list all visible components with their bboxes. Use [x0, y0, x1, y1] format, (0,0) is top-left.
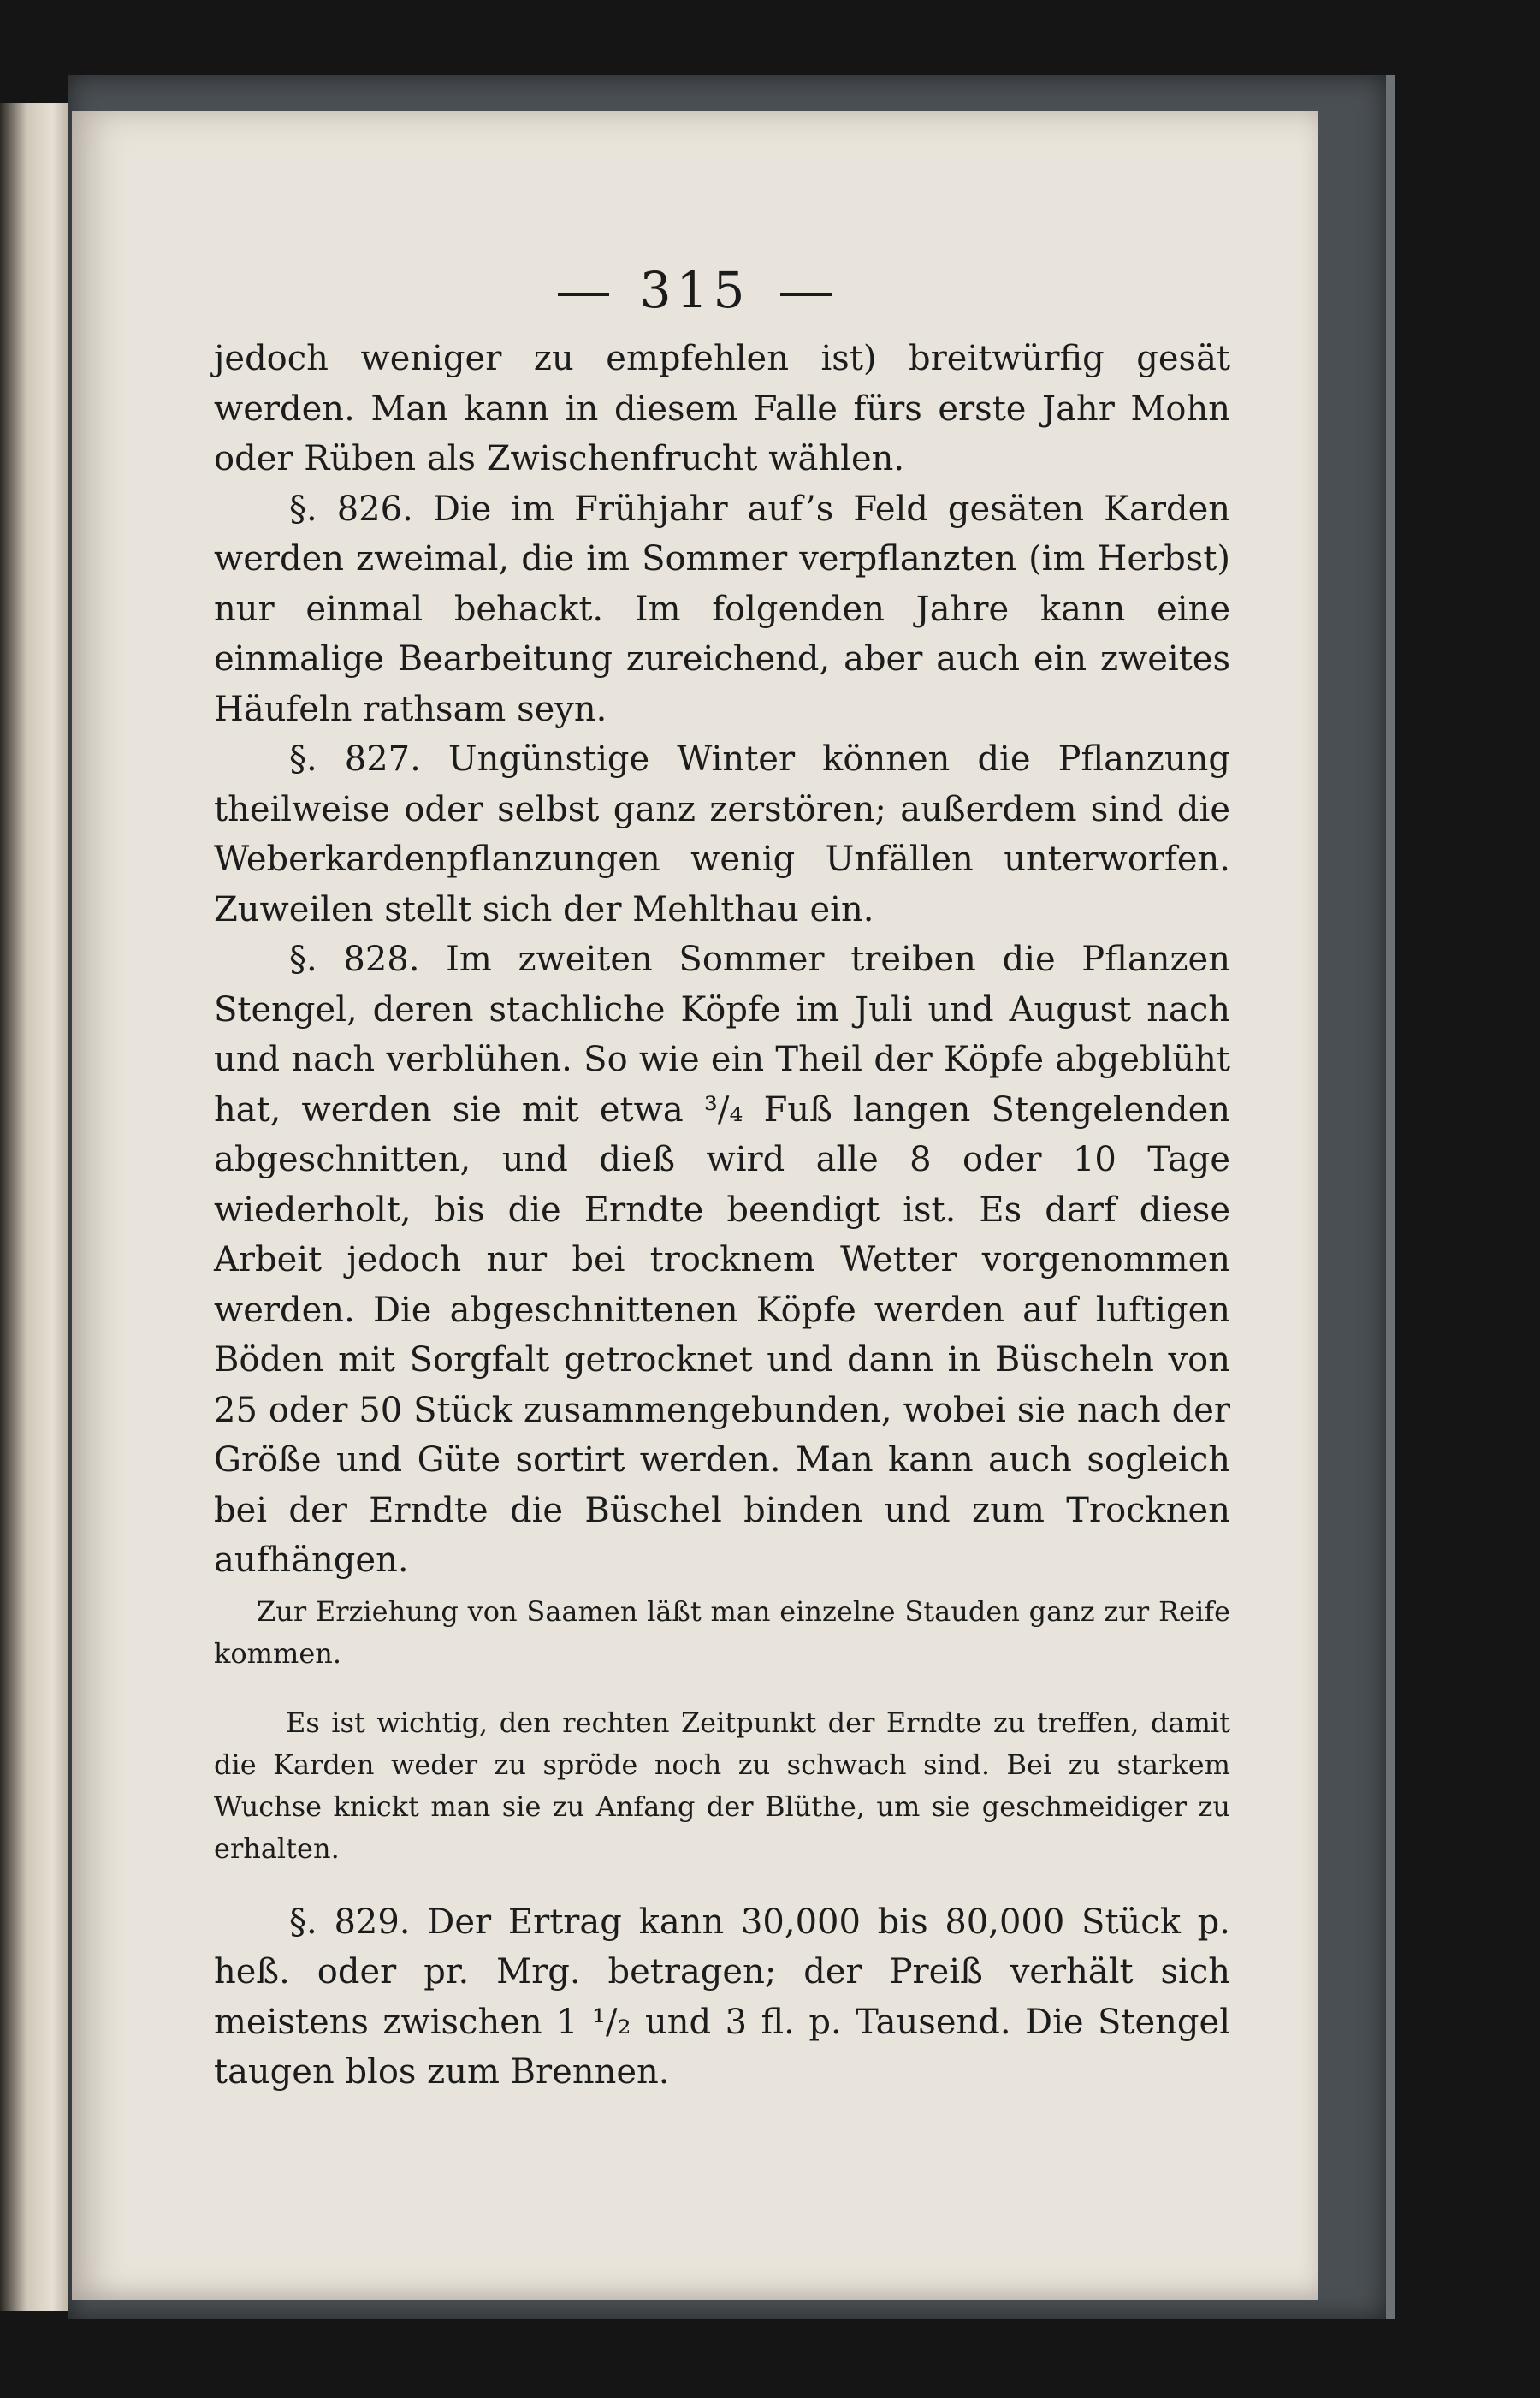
note-seed: Zur Erziehung von Saamen läßt man einzelne Stauden ganz zur Reife kommen.	[214, 1594, 1230, 1670]
paragraph-continuation: jedoch weniger zu empfehlen ist) breitwürfig gesät werden. Man kann in diesem Falle fürs erste Jahr Mohn oder Rüben als Zwischenfrucht wählen.	[214, 339, 1230, 478]
header-dash-right	[780, 293, 832, 296]
adjacent-page-edge	[0, 103, 70, 2311]
paragraph-827: §. 827. Ungünstige Winter können die Pflanzung theilweise oder selbst ganz zerstören; außerdem sind die Weberkardenpflanzungen wenig Unfällen unterworfen. Zuweilen stellt sich der Mehlthau ein.	[214, 739, 1230, 929]
page-header	[72, 261, 1318, 319]
paragraph-826: §. 826. Die im Frühjahr auf’s Feld gesäten Karden werden zweimal, die im Sommer verpflanzten (im Herbst) nur einmal behackt. Im folgenden Jahre kann eine einmalige Bearbeitung zureichend, aber auch ein zweites Häufeln rathsam seyn.	[214, 489, 1230, 729]
paragraph-829: §. 829. Der Ertrag kann 30,000 bis 80,000 Stück p. heß. oder pr. Mrg. betragen; der Preiß verhält sich meistens zwischen 1 ¹/₂ und 3 fl. p. Tausend. Die Stengel taugen blos zum Brennen.	[214, 1902, 1230, 2092]
page-body	[214, 334, 1230, 2098]
book-page	[72, 111, 1318, 2300]
page-number: 315	[639, 261, 750, 319]
note-harvest-timing: Es ist wichtig, den rechten Zeitpunkt der Erndte zu treffen, damit die Karden weder zu spröde noch zu schwach sind. Bei zu starkem Wuchse knickt man sie zu Anfang der Blüthe, um sie geschmeidiger zu erhalten.	[214, 1706, 1230, 1865]
paragraph-828: §. 828. Im zweiten Sommer treiben die Pflanzen Stengel, deren stachliche Köpfe im Juli und August nach und nach verblühen. So wie ein Theil der Köpfe abgeblüht hat, werden sie mit etwa ³/₄ Fuß langen Stengelenden abgeschnitten, und dieß wird alle 8 oder 10 Tage wiederholt, bis die Erndte beendigt ist. Es darf diese Arbeit jedoch nur bei trocknem Wetter vorgenommen werden. Die abgeschnittenen Köpfe werden auf luftigen Böden mit Sorgfalt getrocknet und dann in Büscheln von 25 oder 50 Stück zusammengebunden, wobei sie nach der Größe und Güte sortirt werden. Man kann auch sogleich bei der Erndte die Büschel binden und zum Trocknen aufhängen.	[214, 940, 1230, 1580]
header-dash-left	[558, 293, 609, 296]
